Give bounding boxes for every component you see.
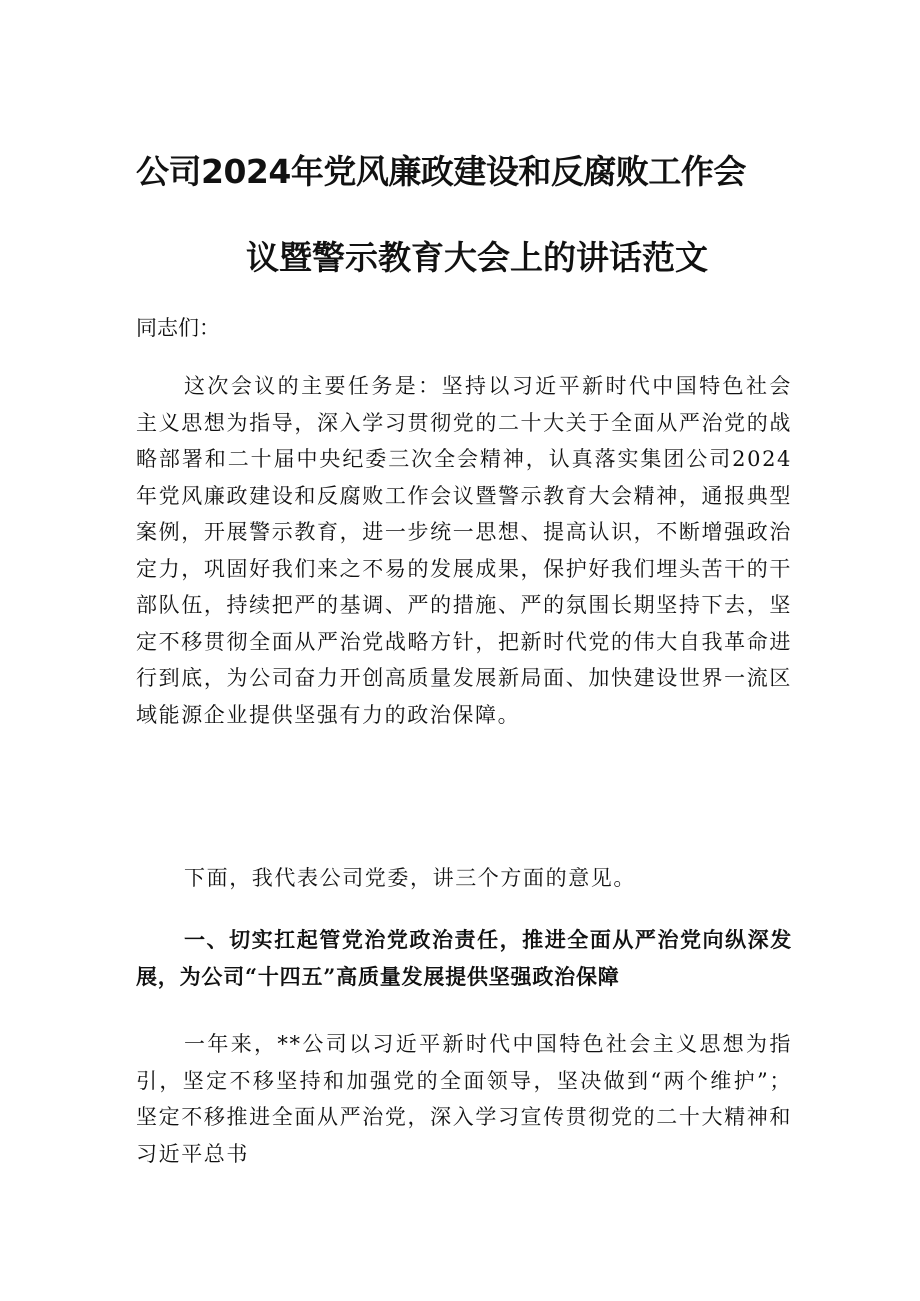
body-paragraph-3: 一年来，**公司以习近平新时代中国特色社会主义思想为指引，坚定不移坚持和加强党的全面领导，坚决做到“两个维护”；坚定不移推进全面从严治党，深入学习宣传贯彻党的二十大精神和习近平总书: [136, 1032, 792, 1166]
salutation: 同志们：: [136, 316, 220, 340]
body-paragraph-2: 下面，我代表公司党委，讲三个方面的意见。: [184, 866, 636, 890]
document-title-line-1: 公司2024年党风廉政建设和反腐败工作会: [136, 152, 746, 191]
section-heading-1: 一、切实扛起管党治党政治责任，推进全面从严治党向纵深发展，为公司“十四五”高质量发展提供坚强政治保障: [136, 927, 792, 989]
document-title-line-2: 议暨警示教育大会上的讲话范文: [246, 238, 708, 277]
body-paragraph-1: 这次会议的主要任务是：坚持以习近平新时代中国特色社会主义思想为指导，深入学习贯彻党的二十大关于全面从严治党的战略部署和二十届中央纪委三次全会精神，认真落实集团公司2024年党风廉政建设和反腐败工作会议暨警示教育大会精神，通报典型案例，开展警示教育，进一步统一思想、提高认识，不断增强政治定力，巩固好我们来之不易的发展成果，保护好我们埋头苦干的干部队伍，持续把严的基调、严的措施、严的氛围长期坚持下去，坚定不移贯彻全面从严治党战略方针，把新时代党的伟大自我革命进行到底，为公司奋力开创高质量发展新局面、加快建设世界一流区域能源企业提供坚强有力的政治保障。: [136, 374, 792, 727]
